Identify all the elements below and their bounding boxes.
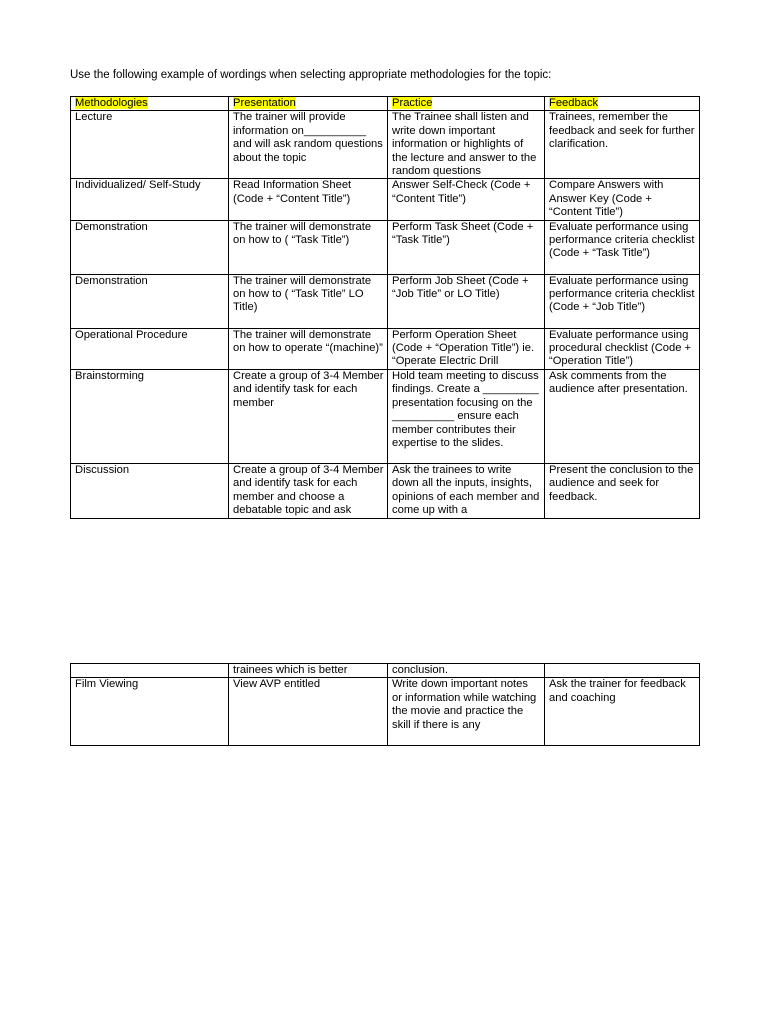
table-row (71, 664, 700, 678)
header-cell (545, 97, 700, 111)
header-feedback: Feedback (549, 97, 599, 109)
methodology-table (70, 96, 700, 519)
table-cell: The trainer will demonstrate on how to ( “Task Title”) (229, 220, 388, 274)
table-cell: Ask the trainees to write down all the inputs, insights, opinions of each member and come up with a (388, 463, 545, 518)
table-cell (545, 664, 700, 678)
header-cell (229, 97, 388, 111)
table-cell: The trainer will demonstrate on how to operate “(machine)” (229, 328, 388, 369)
table-cell: View AVP entitled (229, 678, 388, 746)
table-cell: Perform Task Sheet (Code + “Task Title”) (388, 220, 545, 274)
table-row (71, 463, 700, 518)
table-row (71, 678, 700, 746)
table-cell: Answer Self-Check (Code + “Content Title”) (388, 179, 545, 220)
table-cell: Brainstorming (71, 369, 229, 463)
table-cell: Read Information Sheet (Code + “Content Title”) (229, 179, 388, 220)
table-row (71, 369, 700, 463)
table-cell: The trainer will demonstrate on how to ( “Task Title” LO Title) (229, 274, 388, 328)
header-cell (71, 97, 229, 111)
table-cell: Perform Operation Sheet (Code + “Operation Title”) ie. “Operate Electric Drill (388, 328, 545, 369)
table-cell: Ask the trainer for feedback and coaching (545, 678, 700, 746)
table-cell: Create a group of 3-4 Member and identify task for each member (229, 369, 388, 463)
table-cell: Demonstration (71, 220, 229, 274)
header-cell (388, 97, 545, 111)
methodology-table-continued (70, 663, 700, 746)
table-cell: Create a group of 3-4 Member and identify task for each member and choose a debatable topic and ask (229, 463, 388, 518)
table-row (71, 179, 700, 220)
table-cell: The trainer will provide information on__________ and will ask random questions about the topic (229, 111, 388, 179)
header-presentation: Presentation (233, 97, 296, 109)
table-cell: Individualized/ Self-Study (71, 179, 229, 220)
table-row (71, 220, 700, 274)
table-header-row (71, 97, 700, 111)
table-cell (71, 664, 229, 678)
table-row (71, 111, 700, 179)
table-cell: Write down important notes or information while watching the movie and practice the skill if there is any (388, 678, 545, 746)
table-cell: Trainees, remember the feedback and seek for further clarification. (545, 111, 700, 179)
table-cell: Evaluate performance using performance criteria checklist (Code + “Task Title”) (545, 220, 700, 274)
table-cell: Ask comments from the audience after presentation. (545, 369, 700, 463)
table-row (71, 328, 700, 369)
header-practice: Practice (392, 97, 433, 109)
table-row (71, 274, 700, 328)
table-cell: Operational Procedure (71, 328, 229, 369)
table-cell: Compare Answers with Answer Key (Code + “Content Title”) (545, 179, 700, 220)
table-cell: trainees which is better (229, 664, 388, 678)
table-cell: Evaluate performance using procedural checklist (Code + “Operation Title”) (545, 328, 700, 369)
table-cell: Film Viewing (71, 678, 229, 746)
table-cell: Evaluate performance using performance criteria checklist (Code + “Job Title”) (545, 274, 700, 328)
table-cell: Perform Job Sheet (Code + “Job Title” or LO Title) (388, 274, 545, 328)
header-methodologies: Methodologies (75, 97, 148, 109)
intro-text: Use the following example of wordings when selecting appropriate methodologies for the topic: (70, 69, 552, 81)
table-cell: Discussion (71, 463, 229, 518)
table-cell: Demonstration (71, 274, 229, 328)
table-cell: Hold team meeting to discuss findings. Create a _________ presentation focusing on the __________ ensure each member contributes their expertise to the slides. (388, 369, 545, 463)
table-cell: Present the conclusion to the audience and seek for feedback. (545, 463, 700, 518)
table-cell: conclusion. (388, 664, 545, 678)
table-cell: The Trainee shall listen and write down important information or highlights of the lecture and answer to the random questions (388, 111, 545, 179)
table-cell: Lecture (71, 111, 229, 179)
